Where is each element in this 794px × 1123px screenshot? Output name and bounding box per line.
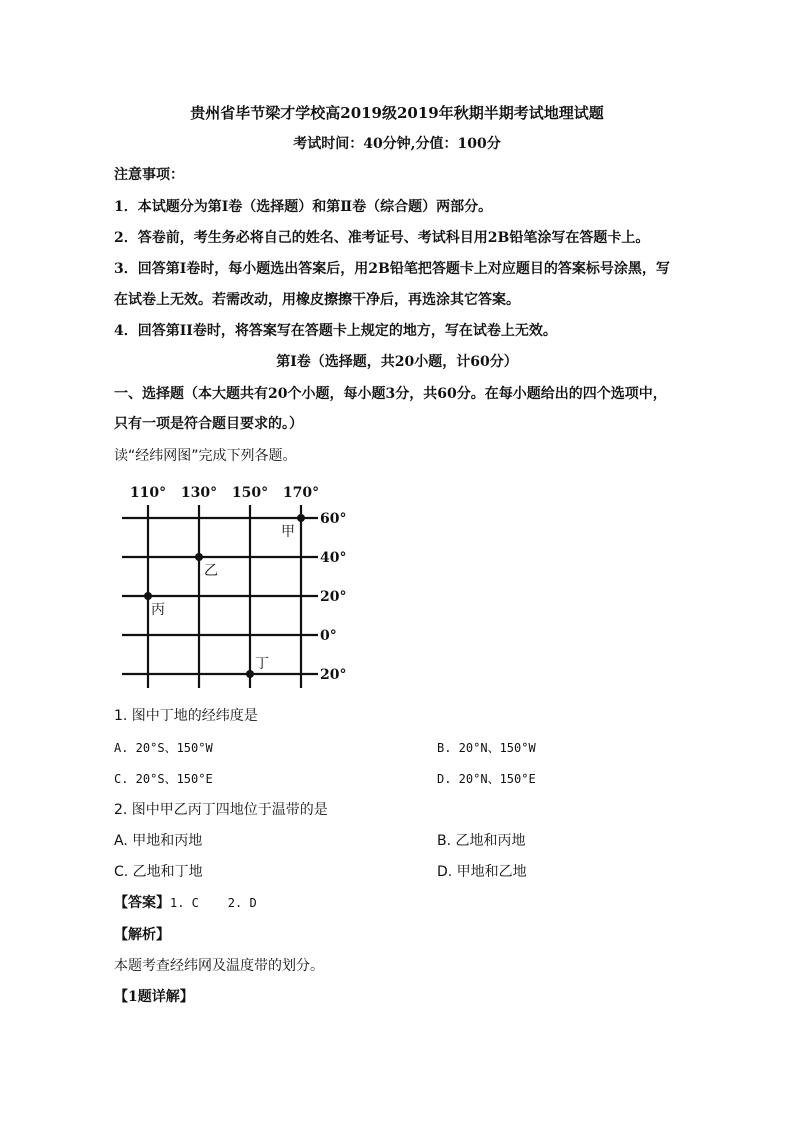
location-label: 丙 [151,602,165,618]
location-point [144,592,152,600]
answer-label: 【答案】 [114,895,170,911]
location-point [195,553,203,561]
answer-row [114,894,257,912]
page-title: 贵州省毕节梁才学校高2019级2019年秋期半期考试地理试题 [190,104,604,122]
longitude-label: 110° [129,485,167,501]
note-item: 1．本试题分为第Ⅰ卷（选择题）和第Ⅱ卷（综合题）两部分。 [114,199,493,215]
section-title: 第Ⅰ卷（选择题，共20小题，计60分） [276,354,518,370]
question-stem: 1. 图中丁地的经纬度是 [114,708,258,724]
exam-meta: 考试时间：40分钟,分值：100分 [293,136,501,152]
analysis-label: 【解析】 [114,927,170,943]
latitude-label: 0° [320,628,337,644]
option-a: A. 20°S、150°W [114,741,213,755]
note-item: 在试卷上无效。若需改动，用橡皮擦擦干净后，再选涂其它答案。 [114,292,520,308]
latitude-label: 60° [320,511,347,527]
analysis-text: 本题考查经纬网及温度带的划分。 [114,958,324,974]
location-label: 甲 [281,524,295,540]
question-stem: 2. 图中甲乙丙丁四地位于温带的是 [114,802,328,818]
longitude-label: 150° [231,485,269,501]
graticule-map [110,478,370,690]
part-heading: 一、选择题（本大题共有20个小题，每小题3分，共60分。在每小题给出的四个选项中， [114,386,667,402]
latitude-label: 20° [320,589,347,605]
note-item: 2．答卷前，考生务必将自己的姓名、准考证号、考试科目用2B铅笔涂写在答题卡上。 [114,230,650,246]
longitude-label: 170° [282,485,320,501]
option-c: C. 乙地和丁地 [114,864,203,880]
location-point [246,670,254,678]
option-c: C. 20°S、150°E [114,772,213,786]
location-label: 乙 [204,563,218,579]
instruction-text: 读“经纬网图”完成下列各题。 [114,448,297,464]
latitude-label: 40° [320,550,347,566]
note-item: 3．回答第Ⅰ卷时，每小题选出答案后，用2B铅笔把答题卡上对应题目的答案标号涂黑，写 [114,261,670,277]
option-d: D. 20°N、150°E [437,772,536,786]
notes-heading: 注意事项： [114,167,184,183]
latitude-label: 20° [320,667,347,683]
answer-value: 1. C 2. D [170,896,257,910]
part-heading-cont: 只有一项是符合题目要求的。） [114,416,303,432]
option-b: B. 乙地和丙地 [437,833,526,849]
location-label: 丁 [255,656,269,672]
option-a: A. 甲地和丙地 [114,833,203,849]
option-b: B. 20°N、150°W [437,741,536,755]
note-item: 4．回答第II卷时，将答案写在答题卡上规定的地方，写在试卷上无效。 [114,323,557,339]
longitude-label: 130° [180,485,218,501]
option-d: D. 甲地和乙地 [437,864,527,880]
detail-label: 【1题详解】 [114,989,194,1005]
location-point [297,514,305,522]
